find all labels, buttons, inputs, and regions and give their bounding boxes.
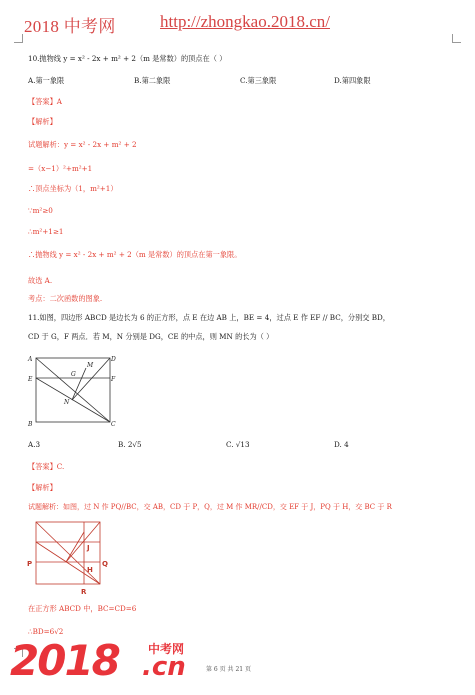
- fig1-label-c: C: [111, 421, 116, 428]
- watermark-site: 2018 中考网: [24, 17, 116, 36]
- q10-conclusion: 故选 A.: [28, 276, 53, 285]
- q10-option-c: C.第三象限: [240, 76, 277, 85]
- brand-logo-domain: .cn: [142, 652, 186, 682]
- q11-figure-construction: [26, 516, 112, 596]
- q11-analysis-line: 试题解析：如图，过 N 作 PQ//BC，交 AB，CD 于 P，Q，过 M 作 MR//CD，交 EF 于 J，PQ 于 H，交 BC 于 R: [28, 503, 392, 511]
- q11-stem-line-2: CD 于 G，F 两点．若 M，N 分别是 DG，CE 的中点，则 MN 的长为（ ）: [28, 332, 274, 341]
- q10-line-6: ∴抛物线 y = x² - 2x + m² + 2（m 是常数）的顶点在第一象限。: [28, 250, 242, 259]
- fig2-label-j: J: [87, 544, 90, 552]
- q10-option-a: A.第一象限: [28, 76, 65, 85]
- fig1-label-f: F: [111, 376, 116, 383]
- q11-line-a: 在正方形 ABCD 中，BC=CD=6: [28, 604, 137, 613]
- q10-analysis-label: 【解析】: [28, 117, 57, 126]
- brand-logo-cn: 中考网: [148, 642, 185, 656]
- q10-line-1: 试题解析：y = x² - 2x + m² + 2: [28, 140, 137, 149]
- fig2-label-q: Q: [102, 560, 108, 568]
- crop-mark-top-right: [452, 34, 461, 43]
- q10-option-b: B.第二象限: [134, 76, 171, 85]
- q11-option-c: C. √13: [226, 440, 250, 449]
- q10-kaodian: 考点：二次函数的图象.: [28, 294, 103, 303]
- fig2-label-h: H: [87, 566, 93, 574]
- q10-line-4: ∵m²≥0: [28, 206, 53, 215]
- fig1-label-n: N: [64, 399, 70, 406]
- fig1-label-b: B: [28, 421, 33, 428]
- q11-figure-square: [26, 352, 116, 428]
- q11-option-d: D. 4: [334, 440, 349, 449]
- fig1-label-a: A: [28, 356, 33, 363]
- q10-line-2: =（x−1）²+m²+1: [28, 164, 93, 173]
- fig1-label-m: M: [87, 362, 94, 369]
- q11-option-b: B. 2√5: [118, 440, 142, 449]
- watermark-url[interactable]: http://zhongkao.2018.cn/: [160, 12, 330, 31]
- q11-answer-label: 【答案】C.: [28, 462, 65, 471]
- brand-logo-digits: 2018: [10, 636, 119, 685]
- q10-stem: 10.抛物线 y = x² - 2x + m² + 2（m 是常数）的顶点在（ ）: [28, 54, 227, 63]
- q10-answer-label: 【答案】A: [28, 97, 62, 106]
- q11-stem-line-1: 11.如图，四边形 ABCD 是边长为 6 的正方形，点 E 在边 AB 上，BE = 4，过点 E 作 EF // BC，分别交 BD，: [28, 313, 390, 322]
- q10-line-3: ∴顶点坐标为（1，m²+1）: [28, 184, 118, 193]
- fig1-label-g: G: [71, 371, 76, 378]
- q11-line-b: ∴BD=6√2: [28, 627, 64, 636]
- fig2-label-r: R: [81, 588, 87, 596]
- q11-analysis-label: 【解析】: [28, 483, 57, 492]
- fig1-label-d: D: [111, 356, 116, 363]
- fig1-label-e: E: [28, 376, 33, 383]
- fig2-label-p: P: [27, 560, 33, 568]
- q10-line-5: ∴m²+1≥1: [28, 227, 64, 236]
- crop-mark-top-left: [14, 34, 23, 43]
- page-footer: 第 6 页 共 21 页: [206, 666, 251, 673]
- q10-option-d: D.第四象限: [334, 76, 371, 85]
- q11-option-a: A.3: [28, 440, 41, 449]
